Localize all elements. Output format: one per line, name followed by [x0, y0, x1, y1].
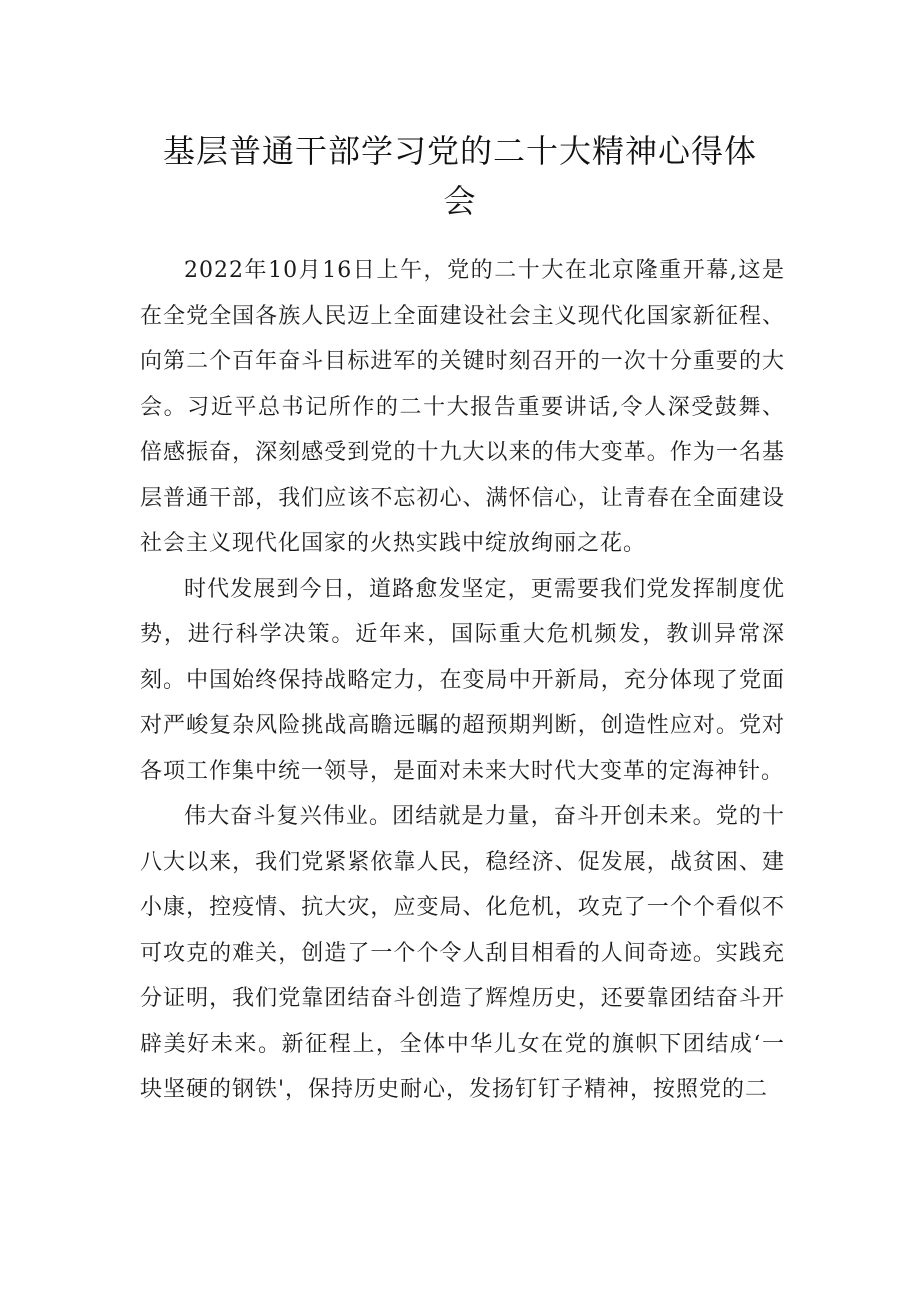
- title-line-1: 基层普通干部学习党的二十大精神心得体: [162, 132, 757, 170]
- document-body: [140, 248, 785, 1113]
- document-title: [140, 126, 780, 226]
- paragraph-2: 时代发展到今日，道路愈发坚定，更需要我们党发挥制度优势，进行科学决策。近年来，国际重大危机频发，教训异常深刻。中国始终保持战略定力，在变局中开新局，充分体现了党面对严峻复杂风险挑战高瞻远瞩的超预期判断，创造性应对。党对各项工作集中统一领导，是面对未来大时代大变革的定海神针。: [140, 576, 785, 784]
- title-line-2: 会: [443, 182, 477, 220]
- paragraph-1: 2022年10月16日上午，党的二十大在北京隆重开幕,这是在全党全国各族人民迈上全面建设社会主义现代化国家新征程、向第二个百年奋斗目标进军的关键时刻召开的一次十分重要的大会。习近平总书记所作的二十大报告重要讲话,令人深受鼓舞、倍感振奋，深刻感受到党的十九大以来的伟大变革。作为一名基层普通干部，我们应该不忘初心、满怀信心，让青春在全面建设社会主义现代化国家的火热实践中绽放绚丽之花。: [140, 258, 785, 556]
- paragraph-3: 伟大奋斗复兴伟业。团结就是力量，奋斗开创未来。党的十八大以来，我们党紧紧依靠人民，稳经济、促发展，战贫困、建小康，控疫情、抗大灾，应变局、化危机，攻克了一个个看似不可攻克的难关，创造了一个个令人刮目相看的人间奇迹。实践充分证明，我们党靠团结奋斗创造了辉煌历史，还要靠团结奋斗开辟美好未来。新征程上，全体中华儿女在党的旗帜下团结成‘一块坚硬的钢铁'，保持历史耐心，发扬钉钉子精神，按照党的二: [140, 804, 785, 1102]
